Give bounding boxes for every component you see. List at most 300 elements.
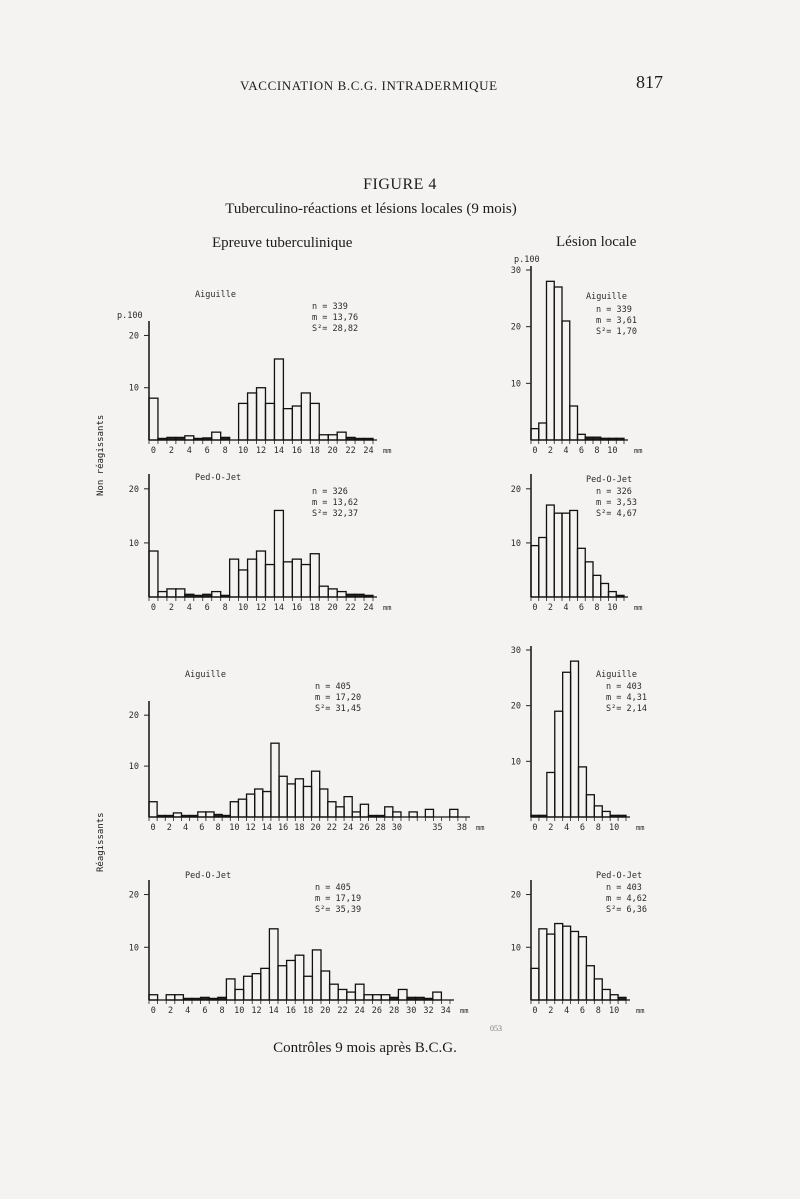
x-tick-label: 6	[202, 1006, 208, 1016]
series-title: Ped-O-Jet	[596, 871, 643, 881]
x-tick-label: 2	[167, 1006, 174, 1016]
histogram-bar	[283, 409, 292, 440]
histogram-bar	[547, 772, 555, 817]
histogram-bar	[214, 814, 222, 817]
y-tick-label: 10	[510, 757, 521, 768]
x-tick-label: 2	[548, 1006, 554, 1016]
histogram-bar	[303, 786, 311, 817]
x-tick-label: 10	[609, 1006, 620, 1016]
x-axis-unit: mm	[634, 447, 643, 455]
histogram-bar	[320, 789, 328, 817]
x-axis-unit: mm	[634, 604, 643, 612]
y-axis-label: p.100	[117, 311, 143, 321]
stat-line: n = 326	[596, 487, 632, 497]
histogram-bar	[173, 813, 181, 817]
histogram-bar	[336, 807, 344, 817]
histogram-bar	[287, 784, 295, 817]
histogram-bar	[346, 594, 355, 597]
y-axis-label: p.100	[514, 255, 540, 265]
x-tick-label: 6	[579, 823, 586, 833]
series-title: Ped-O-Jet	[185, 871, 232, 881]
histogram-bar	[235, 989, 244, 1000]
histogram-bar	[424, 998, 433, 1000]
x-tick-label: 16	[291, 603, 302, 613]
x-tick-label: 6	[578, 603, 584, 613]
histogram-bar	[539, 815, 547, 817]
x-tick-label: 8	[222, 603, 228, 613]
series-title: Aiguille	[195, 290, 236, 300]
x-tick-label: 24	[343, 823, 354, 833]
x-tick-label: 8	[595, 823, 601, 833]
x-tick-label: 26	[371, 1006, 383, 1016]
x-tick-label: 8	[222, 446, 228, 456]
histogram-bar	[364, 995, 373, 1000]
x-tick-label: 0	[150, 823, 156, 833]
histogram-bar	[531, 815, 539, 817]
histogram-bar	[167, 589, 176, 597]
y-tick-label: 10	[510, 379, 521, 390]
x-tick-label: 6	[204, 603, 210, 613]
histogram-bar	[616, 595, 624, 597]
histogram-bar	[319, 435, 328, 440]
histogram-bar	[190, 815, 198, 817]
histogram-bar	[252, 974, 261, 1000]
histogram-bar	[206, 812, 214, 817]
x-tick-label: 18	[309, 446, 320, 456]
stat-line: m = 13,62	[312, 498, 359, 508]
histogram-bar	[167, 437, 176, 440]
histogram-bar	[602, 811, 610, 817]
x-tick-label: 34	[440, 1006, 451, 1016]
stat-line: S²= 4,67	[596, 509, 637, 519]
x-tick-label: 30	[406, 1006, 417, 1016]
histogram-bar	[312, 950, 321, 1000]
histogram-bar	[531, 546, 539, 597]
x-tick-label: 10	[229, 823, 240, 833]
histogram-bar	[238, 799, 246, 817]
histogram-bar	[149, 802, 157, 817]
histogram-bar	[578, 548, 586, 597]
histogram-bar	[586, 795, 594, 817]
page-mark: 053	[490, 1024, 502, 1033]
histogram-bar	[257, 388, 266, 440]
histogram-bar	[539, 423, 547, 440]
histogram-bar	[594, 979, 602, 1000]
histogram-bar	[610, 995, 618, 1000]
histogram-bar	[328, 589, 337, 597]
x-tick-label: 18	[309, 603, 320, 613]
x-tick-label: 16	[291, 446, 302, 456]
histogram-bar	[212, 592, 221, 597]
x-tick-label: 14	[268, 1006, 279, 1016]
y-tick-label: 20	[128, 484, 139, 495]
histogram-bar	[328, 802, 336, 817]
histogram-bar	[287, 960, 296, 1000]
x-tick-label: 24	[354, 1006, 365, 1016]
x-tick-label: 28	[375, 823, 386, 833]
chart-reag-les-aiguille	[511, 646, 647, 833]
histogram-bar	[203, 438, 212, 440]
x-tick-label: 8	[219, 1006, 225, 1016]
histogram-bar	[149, 398, 158, 440]
x-tick-label: 8	[595, 1006, 601, 1016]
histogram-bar	[355, 984, 364, 1000]
stat-line: m = 17,19	[315, 894, 362, 904]
histogram-bar	[610, 815, 618, 817]
histogram-bar	[330, 984, 339, 1000]
x-tick-label: 30	[391, 823, 403, 833]
histogram-bar	[609, 592, 617, 597]
x-tick-label: 22	[326, 823, 338, 833]
x-tick-label: 0	[150, 603, 157, 613]
histogram-bar	[364, 438, 373, 440]
histogram-bar	[547, 281, 555, 440]
histogram-bar	[609, 438, 617, 440]
x-tick-label: 0	[532, 823, 538, 833]
histogram-bar	[377, 815, 385, 817]
x-tick-label: 4	[185, 1006, 191, 1016]
series-title: Aiguille	[596, 670, 637, 680]
x-tick-label: 12	[251, 1006, 262, 1016]
histogram-bar	[310, 403, 319, 440]
histogram-bar	[194, 438, 203, 440]
histogram-bar	[409, 812, 417, 817]
x-tick-label: 8	[215, 823, 221, 833]
histogram-bar	[347, 992, 356, 1000]
x-tick-label: 20	[320, 1006, 331, 1016]
histogram-bar	[601, 583, 609, 597]
x-tick-label: 14	[273, 446, 285, 456]
histogram-bar	[274, 510, 283, 597]
series-title: Ped-O-Jet	[195, 473, 242, 483]
histogram-bar	[283, 562, 292, 597]
y-tick-label: 20	[128, 711, 139, 722]
x-tick-label: 16	[277, 823, 289, 833]
y-tick-label: 30	[510, 646, 521, 656]
stat-line: m = 4,62	[606, 894, 647, 904]
histogram-bar	[562, 321, 570, 440]
histogram-bar	[158, 592, 167, 597]
x-tick-label: 18	[302, 1006, 314, 1016]
stat-line: S²= 28,82	[312, 324, 359, 334]
stat-line: S²= 6,36	[606, 905, 647, 915]
stat-line: n = 405	[315, 883, 351, 893]
x-tick-label: 4	[186, 603, 192, 613]
stat-line: n = 405	[315, 682, 351, 692]
histogram-bar	[222, 815, 230, 817]
figure-label: FIGURE 4	[363, 176, 437, 193]
histogram-bar	[192, 998, 201, 1000]
group-label-non-reagissants: Non réagissants	[96, 414, 106, 496]
histogram-bar	[337, 592, 346, 597]
histogram-bar	[570, 406, 578, 440]
x-tick-label: 4	[564, 823, 570, 833]
stat-line: n = 326	[312, 487, 348, 497]
y-tick-label: 20	[510, 701, 521, 712]
stat-line: S²= 1,70	[596, 327, 637, 337]
histogram-bar	[166, 995, 175, 1000]
histogram-bar	[381, 995, 390, 1000]
stat-line: m = 17,20	[315, 693, 362, 703]
histogram-bar	[593, 437, 601, 440]
histogram-bar	[198, 812, 206, 817]
x-tick-label: 8	[594, 446, 600, 456]
histogram-bar	[312, 771, 320, 817]
stat-line: n = 339	[596, 305, 632, 315]
x-tick-label: 6	[199, 823, 205, 833]
histogram-bar	[601, 438, 609, 440]
histogram-bar	[570, 510, 578, 597]
y-tick-label: 20	[510, 890, 521, 901]
histogram-bar	[368, 815, 376, 817]
histogram-bar	[352, 812, 360, 817]
histogram-bar	[594, 806, 602, 817]
x-tick-label: 35	[432, 823, 443, 833]
y-tick-label: 20	[128, 331, 139, 342]
histogram-bar	[201, 997, 210, 1000]
histogram-bar	[393, 812, 401, 817]
histogram-bar	[539, 538, 547, 598]
histogram-bar	[390, 997, 399, 1000]
histogram-bar	[346, 437, 355, 440]
x-tick-label: 2	[166, 823, 172, 833]
histogram-bar	[301, 393, 310, 440]
series-title: Aiguille	[586, 292, 627, 302]
histogram-bar	[398, 989, 407, 1000]
histogram-bar	[578, 434, 586, 440]
histogram-bar	[539, 929, 547, 1000]
histogram-bar	[555, 924, 563, 1000]
histogram-bar	[271, 743, 279, 817]
x-tick-label: 16	[285, 1006, 297, 1016]
stat-line: n = 403	[606, 682, 642, 692]
stat-line: m = 3,53	[596, 498, 637, 508]
y-tick-label: 10	[128, 538, 139, 549]
x-tick-label: 2	[548, 823, 554, 833]
x-tick-label: 2	[168, 603, 174, 613]
y-tick-label: 20	[510, 484, 521, 495]
histogram-bar	[194, 595, 203, 597]
x-tick-label: 4	[186, 446, 192, 456]
x-tick-label: 0	[532, 1006, 538, 1016]
right-column-title: Lésion locale	[556, 234, 637, 250]
histogram-bar	[531, 968, 539, 1000]
histogram-bar	[212, 432, 221, 440]
histogram-bar	[175, 995, 184, 1000]
y-tick-label: 10	[510, 943, 521, 954]
histogram-bar	[176, 589, 185, 597]
histogram-bar	[185, 594, 194, 597]
histogram-bar	[265, 403, 274, 440]
histogram-bar	[585, 437, 593, 440]
histogram-bar	[547, 934, 555, 1000]
histogram-bar	[203, 594, 212, 597]
x-tick-label: 0	[150, 1006, 156, 1016]
x-tick-label: 22	[345, 603, 356, 613]
x-tick-label: 10	[237, 446, 249, 456]
x-tick-label: 2	[547, 446, 553, 456]
histogram-bar	[337, 432, 346, 440]
figure-caption: Contrôles 9 mois après B.C.G.	[273, 1040, 457, 1056]
histogram-bar	[182, 815, 190, 817]
figure-subtitle: Tuberculino-réactions et lésions locales (9 mois)	[225, 201, 517, 217]
x-axis-unit: mm	[460, 1007, 469, 1015]
histogram-bar	[149, 551, 158, 597]
x-tick-label: 10	[237, 603, 249, 613]
histogram-bar	[355, 438, 364, 440]
x-axis-unit: mm	[476, 824, 485, 832]
histogram-bar	[364, 595, 373, 597]
histogram-bar	[554, 513, 562, 597]
y-tick-label: 30	[510, 266, 521, 276]
stat-line: S²= 32,37	[312, 509, 359, 519]
x-tick-label: 24	[363, 603, 374, 613]
x-tick-label: 0	[532, 446, 538, 456]
histogram-bar	[616, 438, 624, 440]
histogram-bar	[593, 575, 601, 597]
chart-non-reag-les-aiguille	[511, 255, 643, 456]
stat-line: m = 3,61	[596, 316, 637, 326]
x-tick-label: 22	[345, 446, 356, 456]
x-tick-label: 20	[327, 603, 338, 613]
histogram-bar	[209, 998, 218, 1000]
histogram-bar	[218, 997, 227, 1000]
x-tick-label: 4	[564, 1006, 570, 1016]
x-tick-label: 22	[337, 1006, 348, 1016]
x-tick-label: 28	[388, 1006, 400, 1016]
x-tick-label: 4	[563, 603, 569, 613]
histogram-bar	[450, 809, 458, 817]
x-tick-label: 24	[363, 446, 374, 456]
histogram-bar	[248, 559, 257, 597]
x-tick-label: 10	[607, 446, 618, 456]
histogram-bar	[221, 595, 230, 597]
histogram-bar	[247, 794, 255, 817]
histogram-bar	[269, 929, 278, 1000]
x-tick-label: 2	[168, 446, 174, 456]
histogram-bar	[360, 804, 368, 817]
histogram-bar	[531, 429, 539, 440]
series-title: Aiguille	[185, 670, 226, 680]
stat-line: n = 339	[312, 302, 348, 312]
histogram-bar	[310, 554, 319, 597]
histogram-bar	[433, 992, 442, 1000]
histogram-bar	[261, 968, 270, 1000]
page-number: 817	[636, 72, 663, 92]
x-axis-unit: mm	[636, 1007, 645, 1015]
histogram-bar	[618, 997, 626, 1000]
y-tick-label: 10	[128, 762, 139, 773]
histogram-bar	[263, 792, 271, 817]
x-axis-unit: mm	[636, 824, 645, 832]
histogram-bar	[274, 359, 283, 440]
histogram-bar	[328, 435, 337, 440]
histogram-bar	[183, 998, 192, 1000]
x-axis-unit: mm	[383, 447, 392, 455]
chart-non-reag-tub-pedojet	[129, 473, 392, 613]
histogram-bar	[319, 586, 328, 597]
x-tick-label: 2	[547, 603, 553, 613]
x-tick-label: 10	[609, 823, 620, 833]
y-tick-label: 10	[128, 943, 139, 954]
histogram-bar	[554, 287, 562, 440]
histogram-bar	[304, 976, 313, 1000]
histogram-bar	[373, 995, 382, 1000]
histogram-bar	[157, 815, 165, 817]
histogram-bar	[239, 403, 248, 440]
histogram-bar	[230, 559, 239, 597]
running-title: VACCINATION B.C.G. INTRADERMIQUE	[240, 78, 498, 93]
x-tick-label: 12	[245, 823, 256, 833]
x-tick-label: 38	[456, 823, 468, 833]
x-tick-label: 12	[255, 446, 267, 456]
stat-line: S²= 2,14	[606, 704, 647, 714]
histogram-bar	[292, 406, 301, 440]
histogram-bar	[385, 807, 393, 817]
left-column-title: Epreuve tuberculinique	[212, 235, 353, 251]
x-tick-label: 32	[423, 1006, 434, 1016]
stat-line: m = 4,31	[606, 693, 647, 703]
chart-reag-les-pedojet	[511, 871, 647, 1016]
chart-non-reag-tub-aiguille	[117, 290, 391, 456]
histogram-bar	[579, 937, 587, 1000]
x-tick-label: 10	[234, 1006, 245, 1016]
histogram-bar	[416, 997, 425, 1000]
x-axis-unit: mm	[383, 604, 392, 612]
x-tick-label: 20	[327, 446, 338, 456]
y-tick-label: 10	[510, 538, 521, 549]
histogram-bar	[618, 815, 626, 817]
histogram-bar	[295, 955, 304, 1000]
x-tick-label: 20	[310, 823, 321, 833]
y-tick-label: 10	[128, 383, 139, 394]
histogram-bar	[571, 661, 579, 817]
histogram-bar	[230, 802, 238, 817]
histogram-bar	[149, 995, 158, 1000]
histogram-bar	[562, 513, 570, 597]
histogram-bar	[221, 437, 230, 440]
histogram-bar	[555, 711, 563, 817]
histogram-bar	[563, 672, 571, 817]
histogram-bar	[265, 565, 274, 597]
histogram-bar	[547, 505, 555, 597]
x-tick-label: 6	[204, 446, 210, 456]
chart-reag-tub-pedojet	[129, 871, 469, 1016]
histogram-bar	[185, 436, 194, 440]
stat-line: S²= 31,45	[315, 704, 362, 714]
histogram-bar	[255, 789, 263, 817]
histogram-bar	[244, 976, 253, 1000]
x-tick-label: 12	[255, 603, 267, 613]
histogram-bar	[338, 989, 347, 1000]
histogram-bar	[355, 594, 364, 597]
stat-line: S²= 35,39	[315, 905, 362, 915]
histogram-bar	[248, 393, 257, 440]
histogram-bar	[292, 559, 301, 597]
x-tick-label: 0	[532, 603, 538, 613]
histogram-bar	[579, 767, 587, 817]
histogram-bar	[279, 776, 287, 817]
histogram-bar	[257, 551, 266, 597]
histogram-bar	[278, 966, 287, 1000]
histogram-bar	[407, 997, 416, 1000]
histogram-bar	[563, 926, 571, 1000]
histogram-bar	[586, 966, 594, 1000]
histogram-bar	[425, 809, 433, 817]
histogram-bar	[321, 971, 330, 1000]
series-title: Ped-O-Jet	[586, 475, 633, 485]
x-tick-label: 6	[579, 1006, 586, 1016]
